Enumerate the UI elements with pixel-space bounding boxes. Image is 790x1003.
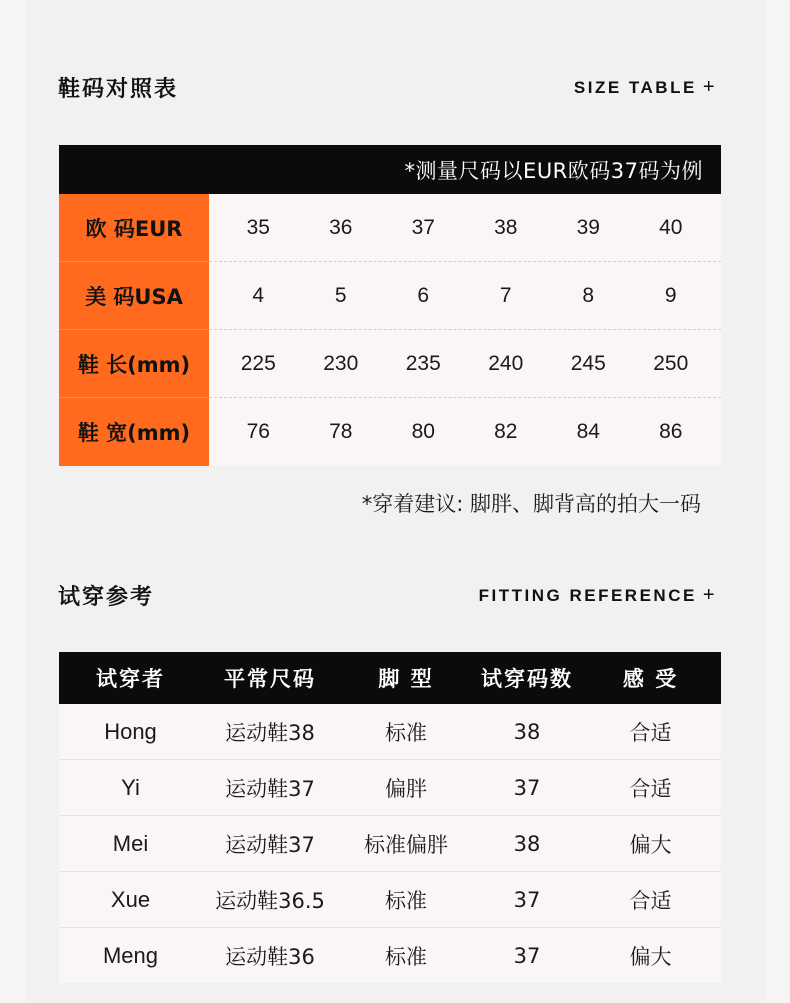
size-row [59,398,721,466]
size-cell: 235 [405,351,441,375]
table-row [59,928,721,983]
fitting-cell: Yi [121,774,140,800]
fitting-cell: 标准 [385,888,427,913]
fitting-cell: 运动鞋36 [225,944,315,969]
fitting-cell: 运动鞋36.5 [215,888,325,913]
fitting-cell: Hong [104,718,157,744]
fitting-cell: Xue [110,886,151,912]
size-row-values [209,330,721,398]
size-cell: 82 [494,420,518,443]
size-cell: 4 [252,283,265,307]
fit-tag-text: FITTING REFERENCE [478,586,697,605]
fitting-column-header: 试穿码数 [481,667,573,691]
fitting-cell: 标准偏胖 [364,832,448,857]
wearing-advice-note: *穿着建议: 脚胖、脚背高的拍大一码 [361,492,701,516]
size-table-body [59,194,721,466]
size-section-tag [574,76,717,99]
size-cell: 80 [411,420,435,443]
size-cell: 6 [417,283,430,307]
fitting-cell: 标准 [385,720,427,745]
size-row [59,262,721,330]
size-cell: 37 [411,215,435,239]
fitting-cell: 偏胖 [385,776,427,801]
size-cell: 84 [576,420,600,443]
size-row-label: 鞋 宽(mm) [59,398,209,466]
fitting-cell: 38 [513,719,541,744]
size-cell: 245 [570,351,606,375]
fitting-cell: 运动鞋37 [225,832,315,857]
size-row-label: 欧 码EUR [59,194,209,262]
fitting-cell: 合适 [629,776,672,801]
size-row [59,330,721,398]
size-cell: 5 [334,283,347,307]
size-cell: 39 [576,215,600,239]
fitting-cell: 37 [513,887,541,912]
fitting-cell: 合适 [629,720,672,745]
size-cell: 8 [582,283,595,307]
size-row-label: 鞋 长(mm) [59,330,209,398]
size-cell: 78 [329,420,353,443]
fitting-cell: Mei [112,830,149,856]
fitting-cell: 运动鞋38 [225,720,315,745]
fitting-column-header: 试穿者 [96,667,165,691]
size-cell: 7 [499,283,512,307]
size-row-values [209,262,721,330]
table-row [59,704,721,760]
fit-section-tag [479,584,717,607]
size-banner-text: *测量尺码以EUR欧码37码为例 [404,158,703,183]
size-row-values [209,398,721,466]
fitting-cell: 合适 [629,888,672,913]
fitting-cell: 偏大 [629,944,672,969]
fitting-cell: 38 [513,831,541,856]
size-cell: 76 [246,420,270,443]
fitting-table-header [59,652,721,704]
size-cell: 86 [659,420,683,443]
fitting-cell: 运动鞋37 [225,776,315,801]
size-cell: 36 [329,215,353,239]
fitting-table-body [59,704,721,983]
fit-section-header [58,580,717,611]
size-row-values [209,194,721,262]
fitting-table [59,652,721,983]
size-table [59,145,721,466]
size-tag-text: SIZE TABLE [573,78,697,97]
fitting-column-header: 感 受 [622,667,679,691]
fitting-cell: 标准 [385,944,427,969]
fitting-column-header: 脚 型 [378,667,434,691]
size-cell: 38 [494,215,518,239]
size-cell: 9 [664,283,677,307]
size-section-title: 鞋码对照表 [58,77,179,102]
fitting-cell: Meng [102,942,159,968]
size-cell: 240 [488,351,524,375]
fitting-column-header: 平常尺码 [224,667,316,691]
size-cell: 250 [653,351,689,375]
plus-icon: + [702,76,717,98]
size-row-label: 美 码USA [59,262,209,330]
fitting-cell: 偏大 [629,832,672,857]
fit-section-title: 试穿参考 [58,585,155,610]
size-cell: 40 [659,215,683,239]
size-row [59,194,721,262]
plus-icon: + [702,584,717,606]
fitting-cell: 37 [513,943,541,968]
size-cell: 35 [246,215,270,239]
table-row [59,872,721,928]
fitting-cell: 37 [513,775,541,800]
size-cell: 230 [323,351,359,375]
table-row [59,760,721,816]
size-section-header [58,72,717,103]
page [25,0,765,1003]
size-cell: 225 [240,351,276,375]
table-row [59,816,721,872]
size-table-banner [59,145,721,194]
